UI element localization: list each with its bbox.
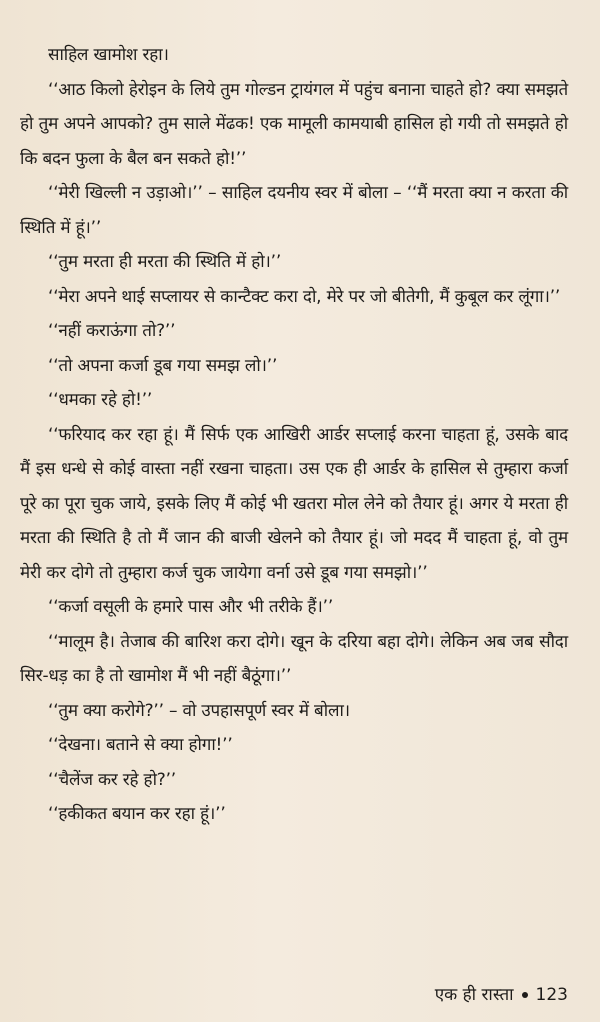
paragraph: ‘‘तो अपना कर्जा डूब गया समझ लो।’’ — [48, 355, 278, 376]
page-footer — [435, 982, 568, 1005]
book-title: एक ही रास्ता — [434, 985, 514, 1005]
paragraph: ‘‘चैलेंज कर रहे हो?’’ — [48, 769, 177, 790]
paragraph: ‘‘धमका रहे हो!’’ — [48, 390, 153, 410]
paragraph: ‘‘नहीं कराऊंगा तो?’’ — [48, 321, 176, 341]
paragraph: ‘‘मेरी खिल्ली न उड़ाओ।’’ – साहिल दयनीय स्वर में बोला – ‘‘मैं मरता क्या न करता की स्थिति में हूं।’’ — [20, 183, 568, 238]
paragraph: ‘‘तुम मरता ही मरता की स्थिति में हो।’’ — [48, 252, 282, 272]
paragraph: ‘‘फरियाद कर रहा हूं। मैं सिर्फ एक आखिरी आर्डर सप्लाई करना चाहता हूं, उसके बाद मैं इस धन्धे से कोई वास्ता नहीं रखना चाहता। उस एक ही आर्डर के हासिल से तुम्हारा कर्जा पूरे का पूरा चुक जाये, इसके लिए मैं कोई भी खतरा मोल लेने को तैयार हूं। अगर ये मरता ही मरता की स्थिति है तो मैं जान की बाजी खेलने को तैयार हूं। जो मदद मैं चाहता हूं, वो तुम मेरी कर दोगे तो तुम्हारा कर्ज चुक जायेगा वर्ना उसे डूब गया समझो।’’ — [20, 424, 568, 583]
paragraph: ‘‘हकीकत बयान कर रहा हूं।’’ — [48, 804, 226, 824]
paragraph: ‘‘मेरा अपने थाई सप्लायर से कान्टैक्ट करा दो, मेरे पर जो बीतेगी, मैं कुबूल कर लूंगा।’’ — [48, 286, 561, 307]
paragraph: ‘‘मालूम है। तेजाब की बारिश करा दोगे। खून के दरिया बहा दोगे। लेकिन अब जब सौदा सिर-धड़ का है तो खामोश मैं भी नहीं बैठूंगा।’’ — [20, 631, 568, 686]
page-number: 123 — [535, 985, 568, 1005]
paragraph: ‘‘कर्जा वसूली के हमारे पास और भी तरीके हैं।’’ — [48, 597, 334, 617]
paragraph: ‘‘देखना। बताने से क्या होगा!’’ — [48, 735, 233, 755]
paragraph: ‘‘तुम क्या करोगे?’’ – वो उपहासपूर्ण स्वर में बोला। — [48, 700, 350, 721]
paragraph: ‘‘आठ किलो हेरोइन के लिये तुम गोल्डन ट्रायंगल में पहुंच बनाना चाहते हो? क्या समझते हो तुम अपने आपको? तुम साले मेंढक! एक मामूली कामयाबी हासिल हो गयी तो समझते हो कि बदन फुला के बैल बन सकते हो!’’ — [20, 79, 568, 169]
bullet-separator — [522, 992, 528, 998]
paragraph: साहिल खामोश रहा। — [48, 45, 169, 65]
page-body — [20, 38, 568, 832]
